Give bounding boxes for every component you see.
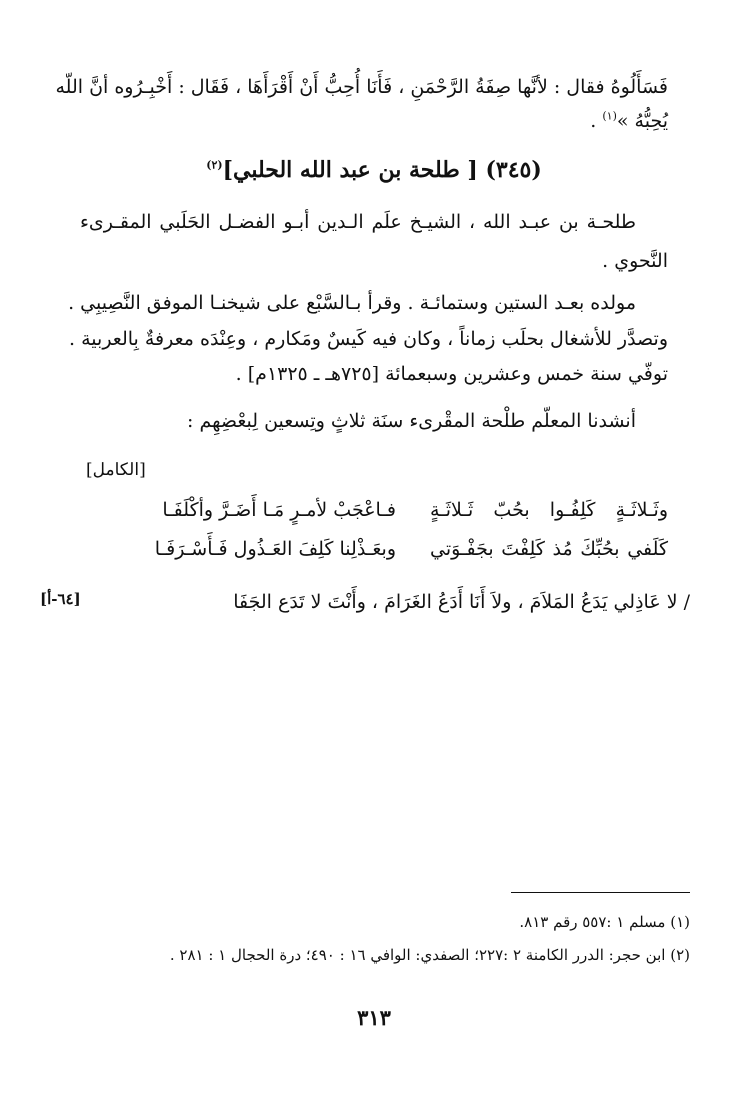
verse-hemistich: وثَـلاثَـةٍ كَلِفُـوا بحُبّ ثَـلاثَـةٍ	[430, 499, 668, 521]
footnote-separator	[511, 892, 690, 893]
entry-heading	[80, 150, 668, 190]
text-line: مولده بعـد الستين وستمائـة . وقرأ بـالسَّبْع على شيخنـا الموفق النَّصِيبِي .	[68, 292, 636, 314]
footnote-ref: (١)	[602, 109, 617, 123]
page-number: ٣١٣	[357, 1005, 391, 1030]
footnote: (٢) ابن حجر: الدرر الكامنة ٢ :٢٢٧؛ الصفدي: الوافي ١٦ : ٤٩٠؛ درة الحجال ١ : ٢٨١ .	[169, 946, 690, 964]
text-line: أنشدنا المعلّم طلْحة المقْرىء سنَة ثلاثٍ وتِسعين لِبعْضِهِم :	[187, 410, 636, 432]
footnote: (١) مسلم ١ :٥٥٧ رقم ٨١٣.	[519, 913, 690, 931]
verse-line: / لا عَاذِلي يَدَعُ المَلاَمَ ، ولاَ أَنَا أَدَعُ الغَرَامَ ، وأَنْتَ لا تَدَع الجَفَا	[233, 591, 690, 613]
text-line: فَسَأَلُوهُ فقال : لأنَّها صِفَةُ الرَّحْمَنِ ، فَأَنَا أُحِبُّ أَنْ أَقْرَأَهَا ، فَقَال : أَخْبِـرُوه أنَّ اللّه	[55, 76, 668, 98]
heading-text: (٣٤٥) [ طلحة بن عبد الله الحلبي]	[222, 157, 542, 183]
verse-hemistich: فـاعْجَبْ لأمـرٍ مَـا أَضَـرَّ وأكْلَفَـا	[162, 499, 396, 521]
text-line: توفّي سنة خمس وعشرين وسبعمائة [٧٢٥هـ ـ ١٣٢٥م] .	[235, 363, 668, 385]
text-line: وتصدَّر للأشغال بحلَب زماناً ، وكان فيه كَيسٌ ومَكارم ، وعِنْدَه معرفةٌ بِالعربية .	[69, 328, 668, 350]
text-fragment: .	[590, 110, 603, 132]
text-line: طلحـة بن عبـد الله ، الشيـخ علَم الـدين أبـو الفضـل الحَلَبي المقـرىء	[80, 211, 636, 233]
text-line: النَّحوي .	[602, 250, 668, 272]
text-line	[590, 104, 668, 138]
manuscript-folio-marker: [٦٤-أ]	[40, 590, 81, 608]
text-fragment: يُحِبُّهُ »	[616, 110, 668, 132]
verse-hemistich: كَلَفي بحُبِّكَ مُذ كَلِفْتَ بجَفْـوَتي	[430, 538, 668, 560]
footnote-ref: (٢)	[206, 158, 223, 172]
poem-meter-label: [الكامل]	[86, 460, 146, 480]
verse-hemistich: وبعَـذْلِنا كَلِفَ العَـذُول فَـأَسْـرَفَـا	[154, 538, 396, 560]
